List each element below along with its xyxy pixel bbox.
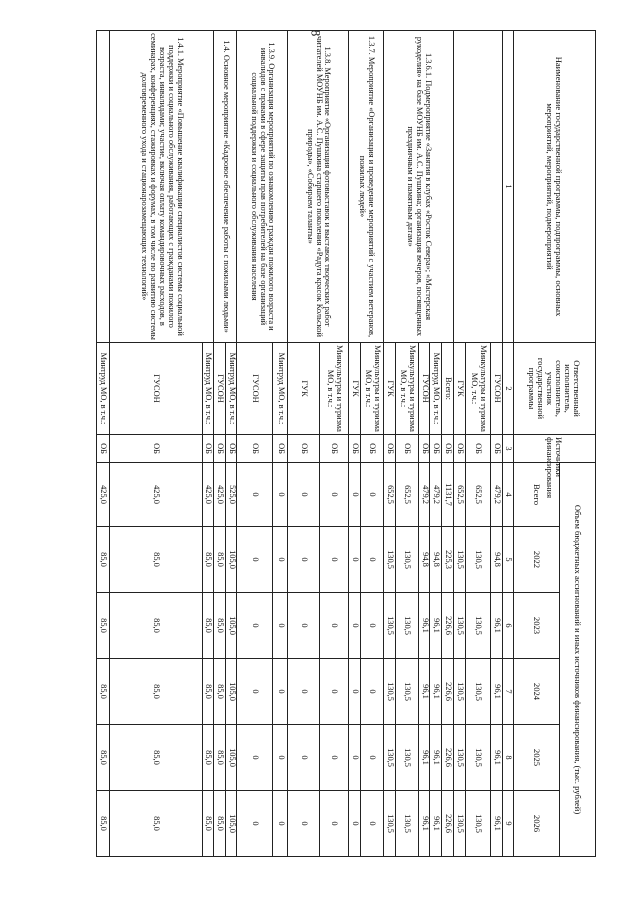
value-cell: 0 xyxy=(349,527,361,593)
value-cell: 0 xyxy=(349,725,361,791)
value-cell: 0 xyxy=(360,659,383,725)
executor-cell: ГУК xyxy=(384,343,396,435)
value-cell: 96,1 xyxy=(418,659,430,725)
value-cell: 85,0 xyxy=(109,659,202,725)
value-cell: 130,5 xyxy=(453,659,466,725)
value-cell: 130,5 xyxy=(395,791,418,857)
value-cell: 96,1 xyxy=(430,659,442,725)
value-cell: 130,5 xyxy=(466,527,490,593)
value-cell: 85,0 xyxy=(214,725,226,791)
value-cell: 226,6 xyxy=(442,791,454,857)
value-cell: 0 xyxy=(360,791,383,857)
source-cell: ОБ xyxy=(349,435,361,463)
value-cell: 130,5 xyxy=(466,791,490,857)
header-year: 2022 xyxy=(513,527,559,593)
value-cell: 85,0 xyxy=(202,725,214,791)
value-cell: 130,5 xyxy=(395,725,418,791)
value-cell: 0 xyxy=(288,527,320,593)
source-cell: ОБ xyxy=(225,435,237,463)
value-cell: 130,5 xyxy=(466,593,490,659)
program-name-cell: 1.4. Основное мероприятие «Кадровое обеспечение работы с пожилыми людьми» xyxy=(214,31,237,343)
executor-cell: Минтруд МО, в т.ч.: xyxy=(430,343,442,435)
value-cell: 130,5 xyxy=(384,791,396,857)
value-cell: 425,0 xyxy=(202,463,214,527)
header-name: Наименование государственной программы, подпрограммы, основных мероприятий, мероприятий, подмероприятий xyxy=(513,31,595,343)
header-executor: Ответственный исполнитель, соисполнитель, участник государственной программы xyxy=(513,343,595,435)
value-cell: 130,5 xyxy=(384,725,396,791)
value-cell: 85,0 xyxy=(97,527,110,593)
value-cell: 94,8 xyxy=(418,527,430,593)
value-cell: 96,1 xyxy=(418,725,430,791)
program-name-cell: 1.3.8. Мероприятие «Организация фотовыставок и выставок творческих работ читателей МОУНБ им. А.С. Пушкина старшего поколения «Радуга красок Кольской природы», «Собираем таланты» xyxy=(288,31,349,343)
source-cell: ОБ xyxy=(273,435,288,463)
value-cell: 0 xyxy=(273,463,288,527)
executor-cell: ГУСОН xyxy=(109,343,202,435)
source-cell: ОБ xyxy=(288,435,320,463)
value-cell: 85,0 xyxy=(109,725,202,791)
value-cell: 130,5 xyxy=(453,527,466,593)
header-total: Всего xyxy=(513,463,559,527)
column-number: 1 xyxy=(503,31,514,343)
value-cell: 652,5 xyxy=(466,463,490,527)
value-cell: 130,5 xyxy=(384,527,396,593)
executor-cell: ГУК xyxy=(453,343,466,435)
source-cell: ОБ xyxy=(453,435,466,463)
value-cell: 0 xyxy=(273,791,288,857)
source-cell: ОБ xyxy=(442,435,454,463)
column-number: 2 xyxy=(503,343,514,435)
value-cell: 94,8 xyxy=(490,527,503,593)
value-cell: 226,6 xyxy=(442,593,454,659)
page-number: 8 xyxy=(308,29,323,37)
value-cell: 225,3 xyxy=(442,527,454,593)
value-cell: 96,1 xyxy=(490,725,503,791)
value-cell: 525,0 xyxy=(225,463,237,527)
value-cell: 0 xyxy=(237,791,273,857)
source-cell: ОБ xyxy=(418,435,430,463)
source-cell: ОБ xyxy=(202,435,214,463)
executor-cell: Минтруд МО, в т.ч.: xyxy=(202,343,214,435)
value-cell: 130,5 xyxy=(384,659,396,725)
value-cell: 0 xyxy=(319,463,349,527)
value-cell: 0 xyxy=(288,791,320,857)
value-cell: 130,5 xyxy=(395,527,418,593)
value-cell: 96,1 xyxy=(430,725,442,791)
value-cell: 85,0 xyxy=(214,659,226,725)
column-number: 7 xyxy=(503,659,514,725)
value-cell: 130,5 xyxy=(453,725,466,791)
source-cell: ОБ xyxy=(395,435,418,463)
value-cell: 130,5 xyxy=(395,593,418,659)
value-cell: 85,0 xyxy=(109,593,202,659)
value-cell: 130,5 xyxy=(384,593,396,659)
value-cell: 0 xyxy=(237,659,273,725)
budget-table xyxy=(96,30,596,857)
executor-cell: Минкультуры и туризма МО, в т.ч.: xyxy=(360,343,383,435)
value-cell: 105,0 xyxy=(225,593,237,659)
header-year: 2024 xyxy=(513,659,559,725)
value-cell: 96,1 xyxy=(490,593,503,659)
column-number: 4 xyxy=(503,463,514,527)
source-cell: ОБ xyxy=(97,435,110,463)
value-cell: 130,5 xyxy=(466,659,490,725)
value-cell: 0 xyxy=(237,527,273,593)
value-cell: 85,0 xyxy=(97,791,110,857)
value-cell: 96,1 xyxy=(490,791,503,857)
executor-cell: ГУК xyxy=(288,343,320,435)
value-cell: 0 xyxy=(288,659,320,725)
value-cell: 85,0 xyxy=(109,527,202,593)
column-number: 9 xyxy=(503,791,514,857)
header-source: Источники финансирования xyxy=(513,435,595,463)
value-cell: 0 xyxy=(319,725,349,791)
source-cell: ОБ xyxy=(430,435,442,463)
value-cell: 226,6 xyxy=(442,725,454,791)
value-cell: 85,0 xyxy=(202,791,214,857)
value-cell: 0 xyxy=(237,725,273,791)
value-cell: 0 xyxy=(360,593,383,659)
value-cell: 105,0 xyxy=(225,527,237,593)
program-name-cell: 1.3.7. Мероприятие «Организация и проведение мероприятий с участием ветеранов, пожилых людей» xyxy=(349,31,384,343)
value-cell: 94,8 xyxy=(430,527,442,593)
executor-cell: ГУСОН xyxy=(214,343,226,435)
executor-cell: Минтруд МО, в т.ч.: xyxy=(97,343,110,435)
source-cell: ОБ xyxy=(384,435,396,463)
value-cell: 96,1 xyxy=(430,593,442,659)
header-year: 2025 xyxy=(513,725,559,791)
program-name-cell: 1.3.9. Организация мероприятий по ознакомлению граждан пожилого возраста и инвалидов с правами в сфере защиты прав потребителей на базе организаций социальной поддержки и социального обслуживания населения xyxy=(237,31,288,343)
value-cell: 0 xyxy=(288,725,320,791)
value-cell: 652,5 xyxy=(453,463,466,527)
value-cell: 226,6 xyxy=(442,659,454,725)
value-cell: 0 xyxy=(319,527,349,593)
value-cell: 96,1 xyxy=(418,791,430,857)
value-cell: 1131,7 xyxy=(442,463,454,527)
value-cell: 479,2 xyxy=(490,463,503,527)
value-cell: 0 xyxy=(360,527,383,593)
column-number: 3 xyxy=(503,435,514,463)
executor-cell: ГУСОН xyxy=(418,343,430,435)
value-cell: 85,0 xyxy=(202,527,214,593)
value-cell: 0 xyxy=(349,659,361,725)
value-cell: 425,0 xyxy=(109,463,202,527)
value-cell: 0 xyxy=(319,593,349,659)
value-cell: 0 xyxy=(237,463,273,527)
value-cell: 96,1 xyxy=(430,791,442,857)
program-name-cell: 1.4.1. Мероприятие «Повышение квалификации специалистов системы социальной поддержки и социального обслуживания, работающих с гражданами пожилого возраста, инвалидами; участие, включая оплату командировочных расходов, в семинарах, конференциях, стажировках и форумах, в том числе по развитию системы долговременного ухода и стационарозамещающих технологий» xyxy=(109,31,213,343)
value-cell: 652,5 xyxy=(395,463,418,527)
value-cell: 85,0 xyxy=(214,791,226,857)
value-cell: 479,2 xyxy=(418,463,430,527)
value-cell: 0 xyxy=(237,593,273,659)
program-name-cell xyxy=(97,31,110,343)
value-cell: 425,0 xyxy=(97,463,110,527)
executor-cell: ГУК xyxy=(349,343,361,435)
executor-cell: ГУСОН xyxy=(237,343,273,435)
value-cell: 0 xyxy=(273,725,288,791)
value-cell: 85,0 xyxy=(202,659,214,725)
value-cell: 130,5 xyxy=(453,791,466,857)
value-cell: 0 xyxy=(273,593,288,659)
executor-cell: Минтруд МО, в т.ч.: xyxy=(225,343,237,435)
value-cell: 0 xyxy=(349,463,361,527)
value-cell: 105,0 xyxy=(225,791,237,857)
executor-cell: Минкультуры и туризма МО, в т.ч.: xyxy=(395,343,418,435)
program-name-cell: 1.3.6.1. Подмероприятие «Занятия в клубах «Росток Севера»; «Мастерская рукоделия» на базе МОУНБ им. А.С. Пушкина; организация вечеров, посвященных праздничным и памятным датам» xyxy=(384,31,454,343)
value-cell: 96,1 xyxy=(490,659,503,725)
value-cell: 85,0 xyxy=(214,527,226,593)
value-cell: 0 xyxy=(319,659,349,725)
rotated-table-area xyxy=(96,30,596,856)
value-cell: 105,0 xyxy=(225,725,237,791)
value-cell: 425,0 xyxy=(214,463,226,527)
value-cell: 130,5 xyxy=(453,593,466,659)
value-cell: 0 xyxy=(319,791,349,857)
header-year: 2026 xyxy=(513,791,559,857)
executor-cell: Всего: xyxy=(442,343,454,435)
value-cell: 0 xyxy=(349,791,361,857)
value-cell: 0 xyxy=(360,463,383,527)
source-cell: ОБ xyxy=(109,435,202,463)
value-cell: 130,5 xyxy=(395,659,418,725)
executor-cell: Минкультуры и туризма МО, т.ч.: xyxy=(466,343,490,435)
value-cell: 85,0 xyxy=(97,725,110,791)
value-cell: 0 xyxy=(360,725,383,791)
value-cell: 85,0 xyxy=(97,659,110,725)
value-cell: 85,0 xyxy=(109,791,202,857)
column-number: 6 xyxy=(503,593,514,659)
header-year: 2023 xyxy=(513,593,559,659)
source-cell: ОБ xyxy=(360,435,383,463)
value-cell: 0 xyxy=(273,659,288,725)
value-cell: 85,0 xyxy=(97,593,110,659)
column-number: 5 xyxy=(503,527,514,593)
value-cell: 85,0 xyxy=(214,593,226,659)
value-cell: 479,2 xyxy=(430,463,442,527)
source-cell: ОБ xyxy=(237,435,273,463)
executor-cell: ГУСОН xyxy=(490,343,503,435)
source-cell: ОБ xyxy=(466,435,490,463)
value-cell: 0 xyxy=(273,527,288,593)
value-cell: 130,5 xyxy=(466,725,490,791)
value-cell: 0 xyxy=(349,593,361,659)
value-cell: 96,1 xyxy=(418,593,430,659)
value-cell: 85,0 xyxy=(202,593,214,659)
value-cell: 0 xyxy=(288,593,320,659)
value-cell: 0 xyxy=(288,463,320,527)
value-cell: 105,0 xyxy=(225,659,237,725)
executor-cell: Минтруд МО, в т.ч.: xyxy=(273,343,288,435)
header-volume: Объем бюджетных ассигнований и иных источников финансирования, (тыс. рублей) xyxy=(560,463,596,857)
source-cell: ОБ xyxy=(490,435,503,463)
source-cell: ОБ xyxy=(214,435,226,463)
executor-cell: Минкультуры и туризма МО, в т.ч.: xyxy=(319,343,349,435)
source-cell: ОБ xyxy=(319,435,349,463)
value-cell: 652,5 xyxy=(384,463,396,527)
column-number: 8 xyxy=(503,725,514,791)
program-name-cell xyxy=(453,31,503,343)
